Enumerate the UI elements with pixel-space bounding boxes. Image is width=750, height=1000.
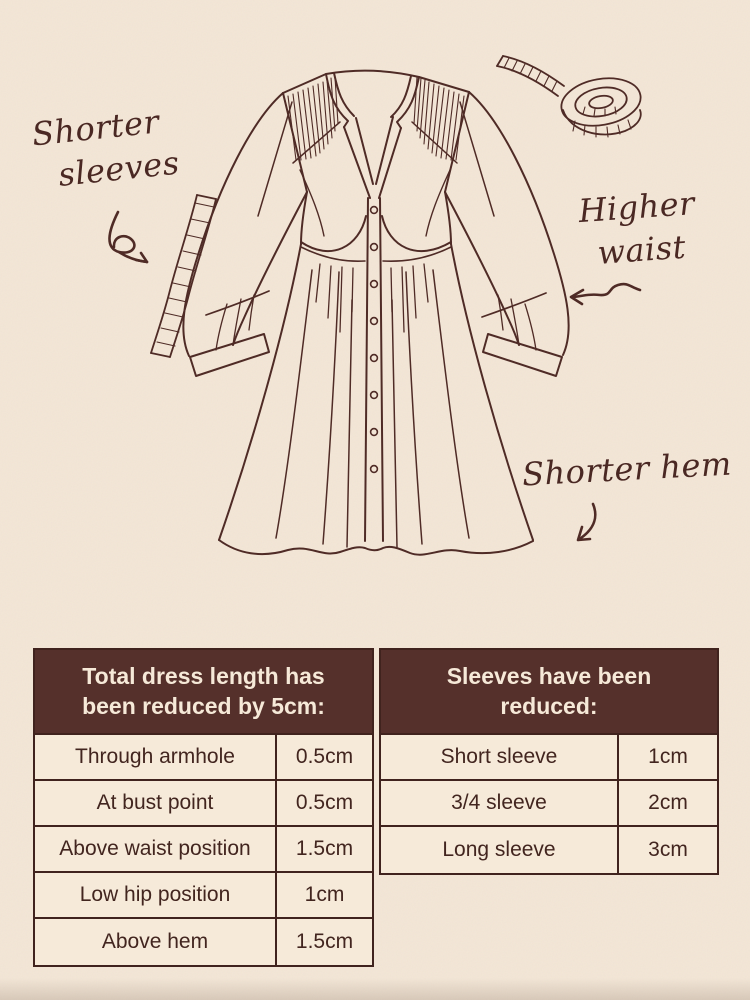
dress-length-table-header bbox=[35, 650, 372, 735]
row-value: 0.5cm bbox=[295, 745, 354, 768]
row-label: Through armhole bbox=[35, 735, 277, 779]
table-header-text: Sleeves have been reduced: bbox=[446, 662, 652, 719]
row-label: Long sleeve bbox=[381, 827, 619, 873]
table-row bbox=[381, 827, 717, 873]
sleeves-table-header bbox=[381, 650, 717, 735]
table-row bbox=[381, 735, 717, 781]
row-label: Above waist position bbox=[35, 827, 277, 871]
annotation-line: Shorter bbox=[30, 102, 162, 154]
hook-arrow-down-left-icon bbox=[578, 504, 595, 540]
dress-length-table bbox=[33, 648, 374, 967]
table-row bbox=[35, 735, 372, 781]
table-row bbox=[35, 919, 372, 965]
annotation-line: Higher bbox=[577, 184, 697, 231]
dress-drawing bbox=[183, 71, 568, 555]
row-label: 3/4 sleeve bbox=[381, 781, 619, 825]
annotation-higher-waist bbox=[577, 182, 699, 276]
annotation-line: waist bbox=[596, 227, 688, 273]
row-label: Above hem bbox=[35, 919, 277, 965]
measuring-tape-roll-icon bbox=[497, 56, 644, 137]
table-row bbox=[35, 781, 372, 827]
row-label: Short sleeve bbox=[381, 735, 619, 779]
row-label: At bust point bbox=[35, 781, 277, 825]
row-value: 1.5cm bbox=[295, 837, 354, 860]
bottom-edge-shadow bbox=[0, 978, 750, 1000]
row-value: 1cm bbox=[648, 745, 688, 768]
annotation-line: sleeves bbox=[56, 143, 182, 195]
annotation-line: Shorter hem bbox=[521, 444, 733, 494]
sleeves-table bbox=[379, 648, 719, 875]
annotation-shorter-sleeves bbox=[30, 99, 182, 200]
row-value: 1cm bbox=[304, 883, 345, 906]
row-value: 1.5cm bbox=[295, 930, 354, 953]
table-row bbox=[381, 781, 717, 827]
curly-arrow-down-right-icon bbox=[109, 212, 147, 262]
table-row bbox=[35, 873, 372, 919]
row-value: 0.5cm bbox=[295, 791, 354, 814]
squiggle-arrow-left-icon bbox=[571, 284, 640, 304]
table-row bbox=[35, 827, 372, 873]
row-value: 2cm bbox=[648, 791, 688, 814]
row-label: Low hip position bbox=[35, 873, 277, 917]
table-header-text: Total dress length has been reduced by 5cm: bbox=[82, 662, 325, 719]
row-value: 3cm bbox=[648, 838, 688, 861]
